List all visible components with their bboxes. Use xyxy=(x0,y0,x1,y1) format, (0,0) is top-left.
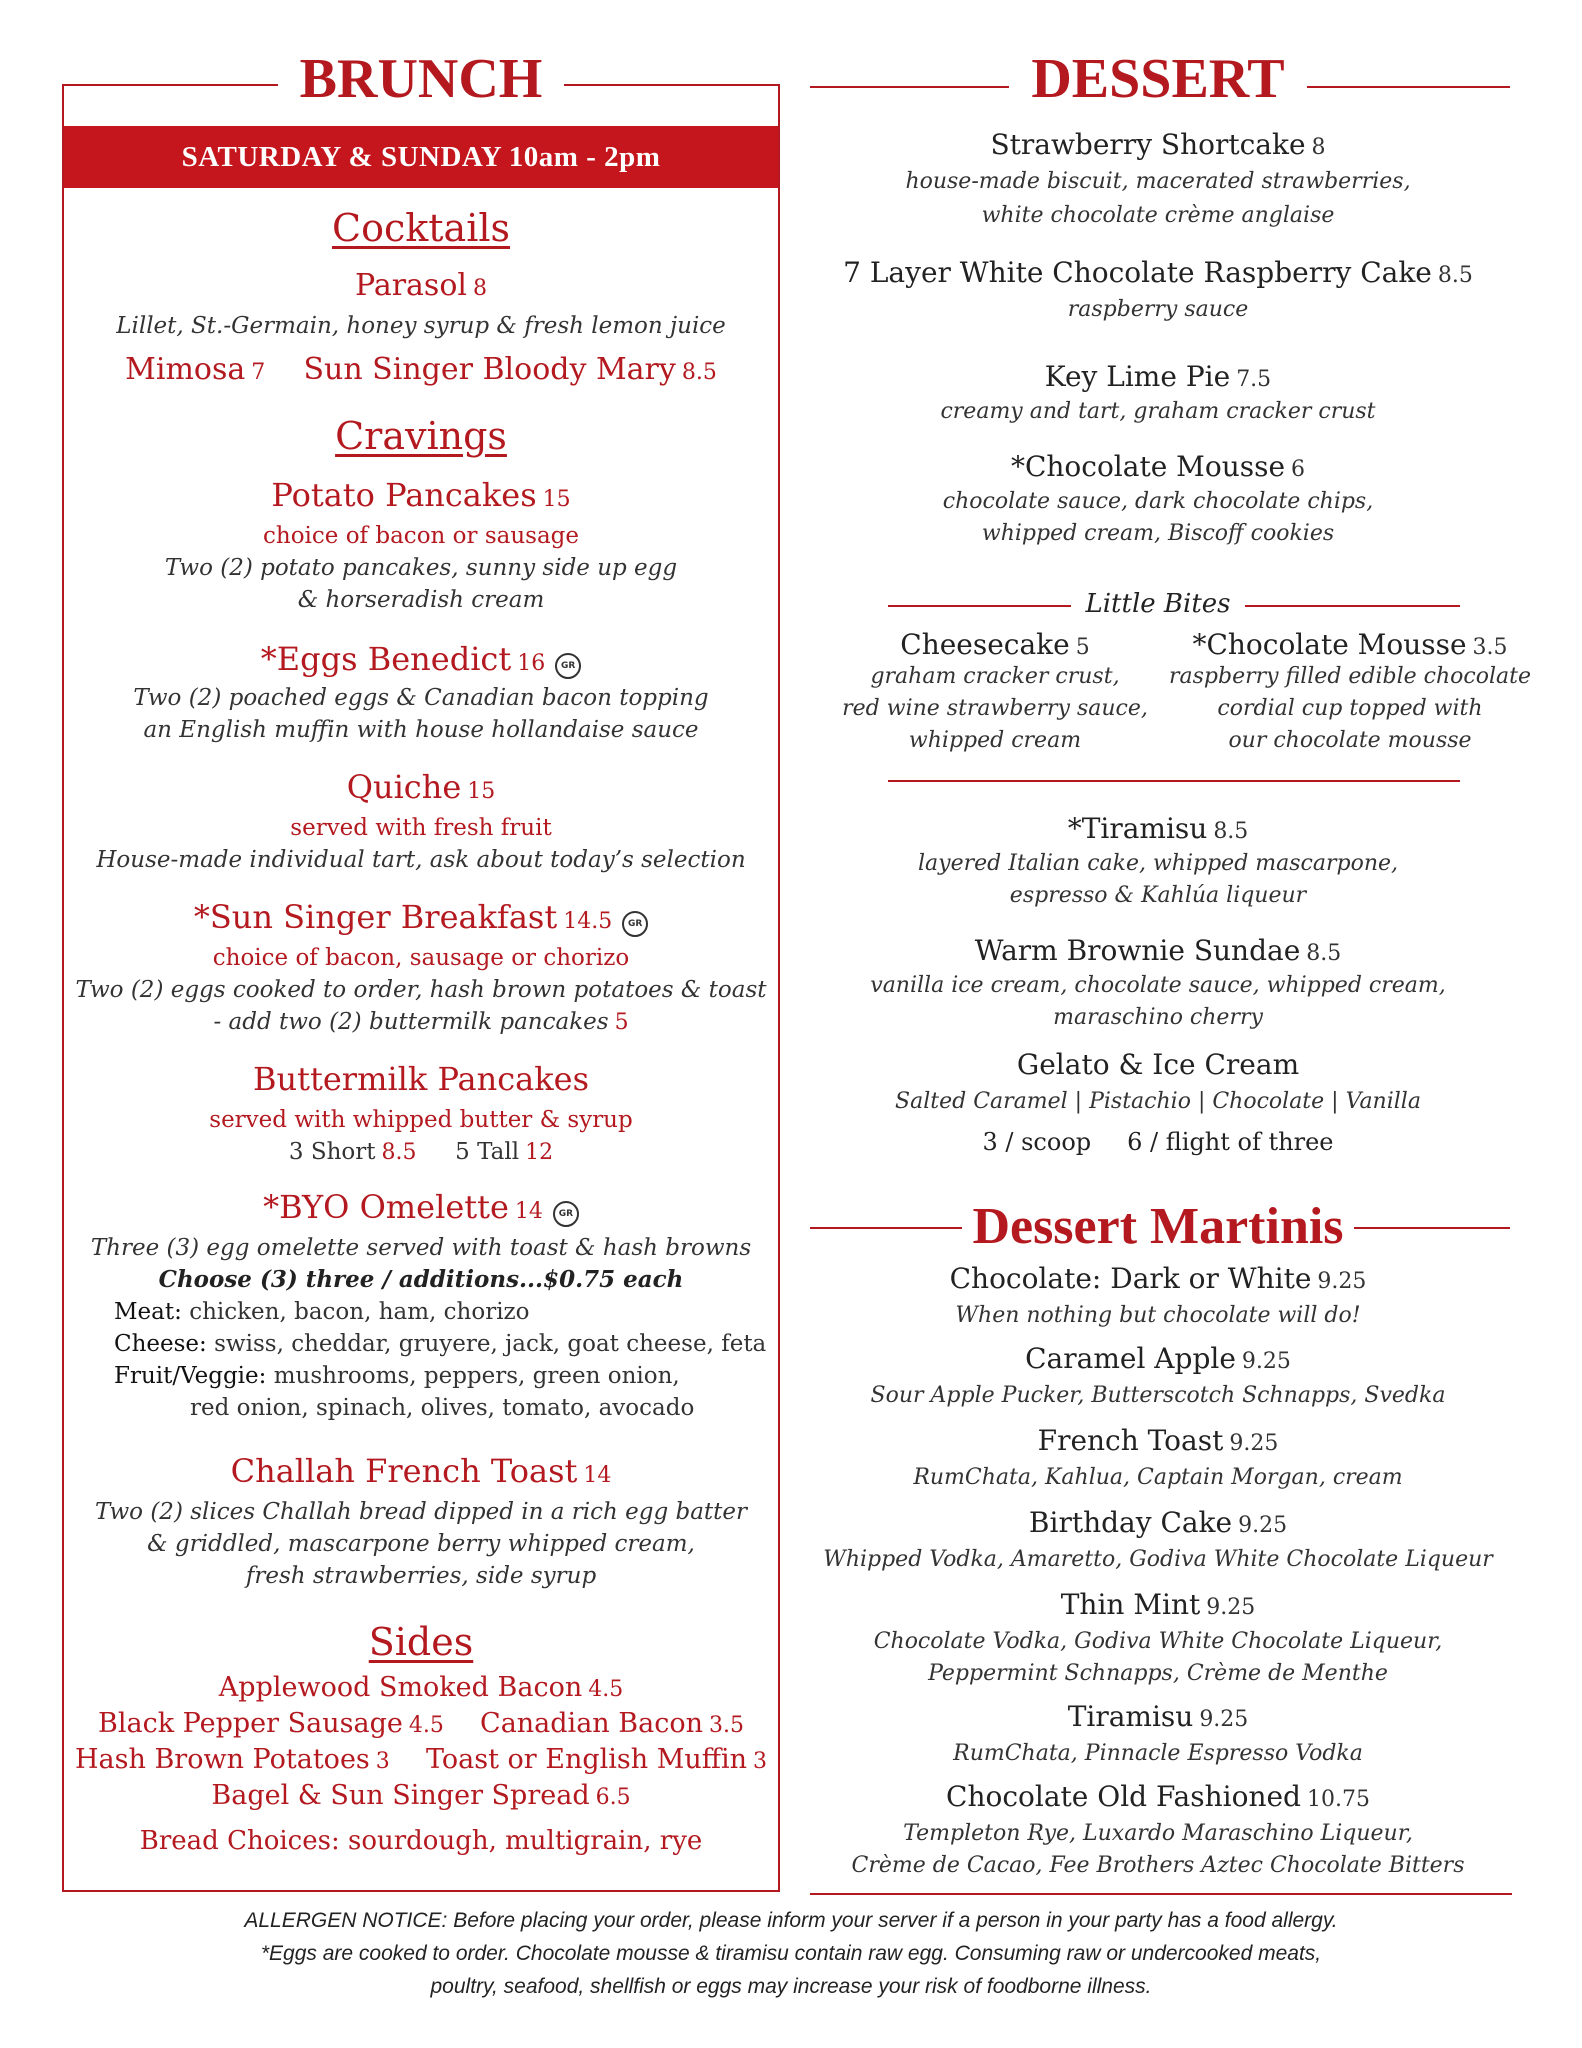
martini-item: Caramel Apple 9.25 xyxy=(1025,1342,1291,1375)
allergen-line-3: poultry, seafood, shellfish or eggs may increase your risk of foodborne illness. xyxy=(430,1975,1152,1998)
menu-item-brownie-sundae: Warm Brownie Sundae 8.5 xyxy=(974,934,1342,967)
dessert-title: DESSERT xyxy=(808,44,1508,114)
little-bites-bottom-rule xyxy=(888,780,1460,782)
key-lime-desc: creamy and tart, graham cracker crust xyxy=(940,399,1376,424)
martini-description: Sour Apple Pucker, Butterscotch Schnapps, Svedka xyxy=(870,1383,1446,1408)
byo-omelette-choose: Choose (3) three / additions...$0.75 each xyxy=(158,1266,684,1293)
gelato-prices: 3 / scoop 6 / flight of three xyxy=(982,1128,1334,1156)
menu-item-buttermilk-pancakes: Buttermilk Pancakes xyxy=(253,1060,589,1098)
menu-item-mimosa-bloody-mary: Mimosa 7 Sun Singer Bloody Mary 8.5 xyxy=(125,352,717,387)
menu-item-quiche: Quiche 15 xyxy=(346,768,496,806)
shortcake-desc-2: white chocolate crème anglaise xyxy=(981,203,1335,228)
martini-item: Thin Mint 9.25 xyxy=(1060,1588,1256,1621)
buttermilk-pancakes-sizes: 3 Short 8.5 5 Tall 12 xyxy=(288,1139,554,1165)
menu-item-gelato: Gelato & Ice Cream xyxy=(1016,1048,1300,1081)
menu-item-tiramisu: *Tiramisu 8.5 xyxy=(1067,812,1249,845)
martini-description: Whipped Vodka, Amaretto, Godiva White Chocolate Liqueur xyxy=(823,1547,1493,1572)
martini-item: Birthday Cake 9.25 xyxy=(1028,1506,1288,1539)
bread-choices: Bread Choices: sourdough, multigrain, rye xyxy=(139,1826,703,1856)
brownie-desc-1: vanilla ice cream, chocolate sauce, whipped cream, xyxy=(870,973,1446,998)
menu-item-challah-french-toast: Challah French Toast 14 xyxy=(230,1452,612,1490)
menu-item-eggs-benedict: *Eggs Benedict 16 GR xyxy=(64,640,778,679)
potato-pancakes-desc-1: Two (2) potato pancakes, sunny side up egg xyxy=(164,555,678,581)
sun-singer-breakfast-desc-2: - add two (2) buttermilk pancakes 5 xyxy=(213,1009,629,1035)
mousse-desc-1: chocolate sauce, dark chocolate chips, xyxy=(942,489,1374,514)
shortcake-desc-1: house-made biscuit, macerated strawberries, xyxy=(905,169,1411,194)
cocktails-heading: Cocktails xyxy=(332,206,510,250)
gr-badge-icon: GR xyxy=(555,653,581,679)
tiramisu-desc-2: espresso & Kahlúa liqueur xyxy=(1009,883,1307,908)
allergen-line-1: ALLERGEN NOTICE: Before placing your order, please inform your server if a person in your party has a food allergy. xyxy=(244,1909,1338,1932)
allergen-line-2: *Eggs are cooked to order. Chocolate mousse & tiramisu contain raw egg. Consuming raw or undercooked meats, xyxy=(260,1942,1322,1965)
raspberry-cake-desc: raspberry sauce xyxy=(1067,297,1249,322)
potato-pancakes-sub: choice of bacon or sausage xyxy=(263,523,579,549)
parasol-description: Lillet, St.-Germain, honey syrup & fresh lemon juice xyxy=(116,313,726,339)
sun-singer-breakfast-desc-1: Two (2) eggs cooked to order, hash brown potatoes & toast xyxy=(75,977,767,1003)
omelette-cheese-options: Cheese: swiss, cheddar, gruyere, jack, goat cheese, feta xyxy=(114,1331,767,1357)
mousse-desc-2: whipped cream, Biscoff cookies xyxy=(981,521,1335,546)
sun-singer-breakfast-sub: choice of bacon, sausage or chorizo xyxy=(212,945,630,971)
martini-description: Templeton Rye, Luxardo Maraschino Liqueur, xyxy=(903,1821,1413,1846)
martini-description: Peppermint Schnapps, Crème de Menthe xyxy=(928,1661,1388,1686)
brunch-title: BRUNCH xyxy=(62,44,780,114)
side-applewood-bacon: Applewood Smoked Bacon 4.5 xyxy=(218,1672,624,1703)
quiche-sub: served with fresh fruit xyxy=(290,815,552,841)
little-bites-mousse: *Chocolate Mousse 3.5 raspberry filled edible chocolate cordial cup topped with our chocolate mousse xyxy=(1169,628,1531,753)
dessert-bottom-rule xyxy=(810,1893,1512,1895)
buttermilk-pancakes-sub: served with whipped butter & syrup xyxy=(209,1107,633,1133)
eggs-benedict-desc-1: Two (2) poached eggs & Canadian bacon topping xyxy=(133,685,709,711)
martinis-title: Dessert Martinis xyxy=(808,1192,1508,1262)
gr-badge-icon: GR xyxy=(622,911,648,937)
menu-item-sun-singer-breakfast: *Sun Singer Breakfast 14.5 GR xyxy=(64,898,778,937)
tiramisu-desc-1: layered Italian cake, whipped mascarpone, xyxy=(917,851,1398,876)
eggs-benedict-desc-2: an English muffin with house hollandaise sauce xyxy=(143,717,699,743)
menu-item-byo-omelette: *BYO Omelette 14 GR xyxy=(64,1188,778,1227)
quiche-desc: House-made individual tart, ask about today’s selection xyxy=(96,847,746,873)
cravings-heading: Cravings xyxy=(335,414,507,458)
menu-item-raspberry-cake: 7 Layer White Chocolate Raspberry Cake 8.5 xyxy=(843,256,1473,289)
omelette-meat-options: Meat: chicken, bacon, ham, chorizo xyxy=(114,1299,530,1325)
martini-description: RumChata, Kahlua, Captain Morgan, cream xyxy=(913,1465,1403,1490)
side-bagel: Bagel & Sun Singer Spread 6.5 xyxy=(211,1780,631,1811)
challah-desc-2: & griddled, mascarpone berry whipped cream, xyxy=(147,1531,695,1557)
martini-item: French Toast 9.25 xyxy=(1037,1424,1279,1457)
menu-item-chocolate-mousse: *Chocolate Mousse 6 xyxy=(1010,450,1306,483)
menu-item-key-lime-pie: Key Lime Pie 7.5 xyxy=(1044,360,1272,393)
martini-item: Chocolate Old Fashioned 10.75 xyxy=(946,1780,1370,1813)
allergen-notice xyxy=(0,1904,1582,2003)
menu-item-potato-pancakes: Potato Pancakes 15 xyxy=(271,476,571,514)
little-bites-label: Little Bites xyxy=(808,586,1508,625)
martini-description: RumChata, Pinnacle Espresso Vodka xyxy=(953,1741,1363,1766)
potato-pancakes-desc-2: & horseradish cream xyxy=(297,587,545,613)
omelette-veggie-options: Fruit/Veggie: mushrooms, peppers, green onion, xyxy=(114,1363,680,1389)
challah-desc-1: Two (2) slices Challah bread dipped in a rich egg batter xyxy=(94,1499,748,1525)
martini-item: Tiramisu 9.25 xyxy=(1067,1700,1249,1733)
side-hashbrown-toast: Hash Brown Potatoes 3 Toast or English Muffin 3 xyxy=(75,1744,767,1775)
challah-desc-3: fresh strawberries, side syrup xyxy=(245,1563,597,1589)
little-bites-cheesecake: Cheesecake 5 graham cracker crust, red wine strawberry sauce, whipped cream xyxy=(842,628,1148,753)
menu-item-parasol: Parasol 8 xyxy=(354,268,487,303)
gr-badge-icon: GR xyxy=(553,1201,579,1227)
brunch-hours-banner: SATURDAY & SUNDAY 10am - 2pm xyxy=(64,126,778,188)
martini-description: Chocolate Vodka, Godiva White Chocolate Liqueur, xyxy=(873,1629,1443,1654)
sides-heading: Sides xyxy=(368,1620,474,1664)
martini-item: Chocolate: Dark or White 9.25 xyxy=(949,1262,1367,1295)
gelato-flavors: Salted Caramel | Pistachio | Chocolate | Vanilla xyxy=(895,1089,1421,1114)
brownie-desc-2: maraschino cherry xyxy=(1053,1005,1263,1030)
martini-description: When nothing but chocolate will do! xyxy=(955,1303,1361,1328)
omelette-veggie-options-2: red onion, spinach, olives, tomato, avocado xyxy=(190,1395,695,1421)
martini-description: Crème de Cacao, Fee Brothers Aztec Chocolate Bitters xyxy=(851,1853,1465,1878)
side-sausage-canadian: Black Pepper Sausage 4.5 Canadian Bacon 3.5 xyxy=(98,1708,744,1739)
menu-item-strawberry-shortcake: Strawberry Shortcake 8 xyxy=(990,128,1326,161)
byo-omelette-desc: Three (3) egg omelette served with toast & hash browns xyxy=(90,1235,752,1261)
